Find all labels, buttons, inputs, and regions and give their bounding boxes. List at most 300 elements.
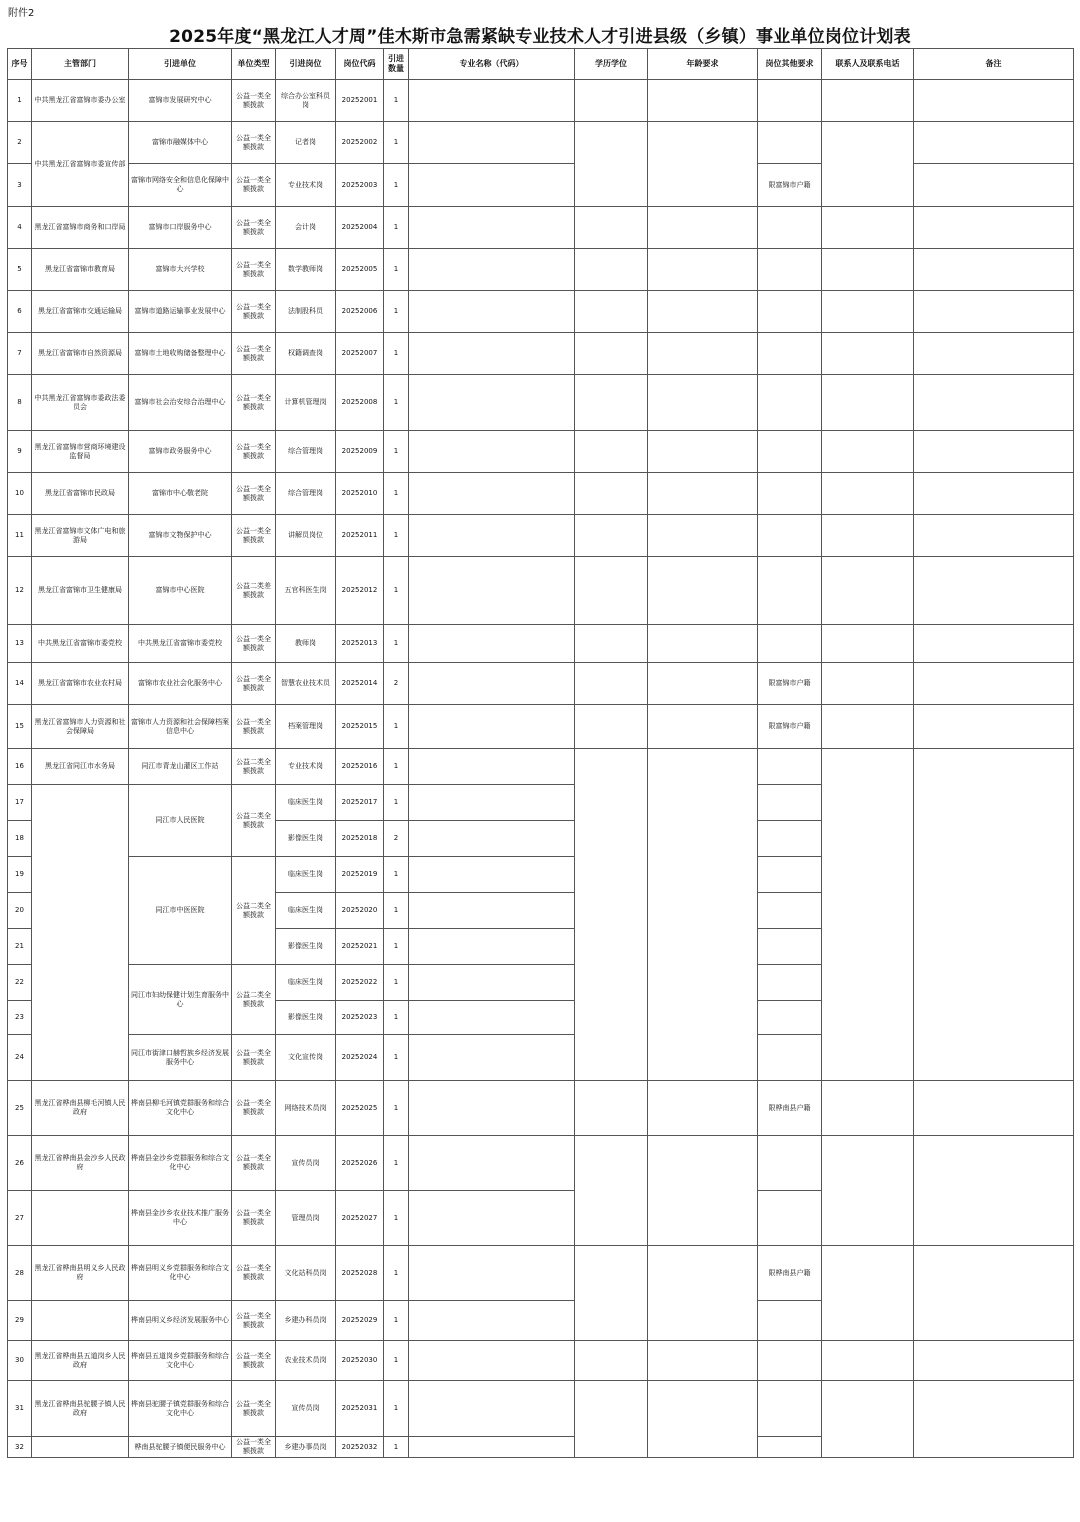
edu-cell bbox=[575, 473, 648, 515]
other-cell bbox=[758, 1341, 822, 1381]
dept-cell: 黑龙江省富锦市教育局 bbox=[32, 249, 129, 291]
dept-cell: 黑龙江省桦南县明义乡人民政府 bbox=[32, 1246, 129, 1301]
age-cell bbox=[648, 80, 758, 122]
table-row bbox=[8, 1341, 1074, 1381]
code-cell: 20252020 bbox=[336, 893, 384, 929]
dept-cell: 黑龙江省富锦市自然资源局 bbox=[32, 333, 129, 375]
post-cell: 文化站科员岗 bbox=[276, 1246, 336, 1301]
unit-cell: 富锦市发展研究中心 bbox=[129, 80, 232, 122]
num-cell: 1 bbox=[384, 207, 409, 249]
major-cell bbox=[409, 80, 575, 122]
edu-cell bbox=[575, 431, 648, 473]
code-cell: 20252027 bbox=[336, 1191, 384, 1246]
major-cell bbox=[409, 1246, 575, 1301]
major-cell bbox=[409, 164, 575, 207]
note-cell bbox=[914, 1081, 1074, 1136]
age-cell bbox=[648, 625, 758, 663]
dept-cell: 黑龙江省富锦市营商环境建设监督局 bbox=[32, 431, 129, 473]
edu-cell bbox=[575, 249, 648, 291]
major-cell bbox=[409, 1001, 575, 1035]
edu-cell bbox=[575, 1136, 648, 1246]
contact-cell bbox=[822, 333, 914, 375]
contact-cell bbox=[822, 625, 914, 663]
note-cell bbox=[914, 291, 1074, 333]
other-cell bbox=[758, 857, 822, 893]
post-cell: 综合管理岗 bbox=[276, 431, 336, 473]
type-cell: 公益一类全额拨款 bbox=[232, 1136, 276, 1191]
note-cell bbox=[914, 705, 1074, 749]
no-cell: 23 bbox=[8, 1001, 32, 1035]
other-cell bbox=[758, 1301, 822, 1341]
num-cell: 1 bbox=[384, 705, 409, 749]
edu-cell bbox=[575, 749, 648, 1081]
dept-cell bbox=[32, 785, 129, 1081]
unit-cell: 桦南县金沙乡党群服务和综合文化中心 bbox=[129, 1136, 232, 1191]
num-cell: 1 bbox=[384, 1081, 409, 1136]
dept-cell: 中共黑龙江省富锦市委政法委员会 bbox=[32, 375, 129, 431]
code-cell: 20252003 bbox=[336, 164, 384, 207]
header-cell: 年龄要求 bbox=[648, 49, 758, 80]
other-cell bbox=[758, 1035, 822, 1081]
other-cell bbox=[758, 1136, 822, 1191]
header-cell: 联系人及联系电话 bbox=[822, 49, 914, 80]
header-cell: 序号 bbox=[8, 49, 32, 80]
contact-cell bbox=[822, 663, 914, 705]
no-cell: 30 bbox=[8, 1341, 32, 1381]
post-cell: 会计岗 bbox=[276, 207, 336, 249]
major-cell bbox=[409, 249, 575, 291]
attachment-label: 附件2 bbox=[8, 8, 35, 19]
post-cell: 临床医生岗 bbox=[276, 857, 336, 893]
major-cell bbox=[409, 1191, 575, 1246]
dept-cell: 黑龙江省桦南县金沙乡人民政府 bbox=[32, 1136, 129, 1191]
unit-cell: 富锦市中心敬老院 bbox=[129, 473, 232, 515]
no-cell: 7 bbox=[8, 333, 32, 375]
unit-cell: 富锦市文物保护中心 bbox=[129, 515, 232, 557]
major-cell bbox=[409, 1381, 575, 1437]
num-cell: 2 bbox=[384, 821, 409, 857]
code-cell: 20252023 bbox=[336, 1001, 384, 1035]
no-cell: 16 bbox=[8, 749, 32, 785]
other-cell: 限富锦市户籍 bbox=[758, 705, 822, 749]
dept-cell: 黑龙江省富锦市商务和口岸局 bbox=[32, 207, 129, 249]
contact-cell bbox=[822, 1081, 914, 1136]
num-cell: 1 bbox=[384, 1191, 409, 1246]
age-cell bbox=[648, 1136, 758, 1246]
no-cell: 17 bbox=[8, 785, 32, 821]
code-cell: 20252007 bbox=[336, 333, 384, 375]
code-cell: 20252026 bbox=[336, 1136, 384, 1191]
unit-cell: 富锦市道路运输事业发展中心 bbox=[129, 291, 232, 333]
code-cell: 20252021 bbox=[336, 929, 384, 965]
age-cell bbox=[648, 1381, 758, 1458]
num-cell: 1 bbox=[384, 80, 409, 122]
table-header-row bbox=[8, 49, 1074, 80]
unit-cell: 中共黑龙江省富锦市委党校 bbox=[129, 625, 232, 663]
no-cell: 3 bbox=[8, 164, 32, 207]
type-cell: 公益一类全额拨款 bbox=[232, 1301, 276, 1341]
post-cell: 档案管理岗 bbox=[276, 705, 336, 749]
post-cell: 乡建办事员岗 bbox=[276, 1437, 336, 1458]
code-cell: 20252006 bbox=[336, 291, 384, 333]
post-cell: 教师岗 bbox=[276, 625, 336, 663]
contact-cell bbox=[822, 291, 914, 333]
type-cell: 公益二类全额拨款 bbox=[232, 857, 276, 965]
other-cell bbox=[758, 80, 822, 122]
major-cell bbox=[409, 375, 575, 431]
num-cell: 1 bbox=[384, 785, 409, 821]
dept-cell: 中共黑龙江省富锦市委办公室 bbox=[32, 80, 129, 122]
major-cell bbox=[409, 893, 575, 929]
post-cell: 影像医生岗 bbox=[276, 929, 336, 965]
num-cell: 1 bbox=[384, 1001, 409, 1035]
edu-cell bbox=[575, 1341, 648, 1381]
type-cell: 公益一类全额拨款 bbox=[232, 431, 276, 473]
table-row bbox=[8, 431, 1074, 473]
edu-cell bbox=[575, 333, 648, 375]
note-cell bbox=[914, 749, 1074, 1081]
no-cell: 18 bbox=[8, 821, 32, 857]
code-cell: 20252022 bbox=[336, 965, 384, 1001]
unit-cell: 富锦市网络安全和信息化保障中心 bbox=[129, 164, 232, 207]
num-cell: 1 bbox=[384, 1136, 409, 1191]
type-cell: 公益一类全额拨款 bbox=[232, 1035, 276, 1081]
unit-cell: 同江市人民医院 bbox=[129, 785, 232, 857]
age-cell bbox=[648, 557, 758, 625]
table-row bbox=[8, 291, 1074, 333]
code-cell: 20252001 bbox=[336, 80, 384, 122]
type-cell: 公益一类全额拨款 bbox=[232, 625, 276, 663]
post-cell: 管理员岗 bbox=[276, 1191, 336, 1246]
type-cell: 公益一类全额拨款 bbox=[232, 1246, 276, 1301]
unit-cell: 桦南县明义乡经济发展服务中心 bbox=[129, 1301, 232, 1341]
no-cell: 28 bbox=[8, 1246, 32, 1301]
code-cell: 20252004 bbox=[336, 207, 384, 249]
no-cell: 31 bbox=[8, 1381, 32, 1437]
header-cell: 学历学位 bbox=[575, 49, 648, 80]
type-cell: 公益一类全额拨款 bbox=[232, 663, 276, 705]
num-cell: 1 bbox=[384, 375, 409, 431]
contact-cell bbox=[822, 1341, 914, 1381]
major-cell bbox=[409, 821, 575, 857]
no-cell: 9 bbox=[8, 431, 32, 473]
type-cell: 公益一类全额拨款 bbox=[232, 122, 276, 164]
code-cell: 20252030 bbox=[336, 1341, 384, 1381]
post-cell: 综合办公室科员岗 bbox=[276, 80, 336, 122]
type-cell: 公益一类全额拨款 bbox=[232, 515, 276, 557]
age-cell bbox=[648, 431, 758, 473]
contact-cell bbox=[822, 122, 914, 207]
contact-cell bbox=[822, 557, 914, 625]
unit-cell: 富锦市大兴学校 bbox=[129, 249, 232, 291]
age-cell bbox=[648, 515, 758, 557]
table-row bbox=[8, 557, 1074, 625]
no-cell: 15 bbox=[8, 705, 32, 749]
post-cell: 计算机管理岗 bbox=[276, 375, 336, 431]
unit-cell: 桦南县五道岗乡党群服务和综合文化中心 bbox=[129, 1341, 232, 1381]
other-cell bbox=[758, 1001, 822, 1035]
code-cell: 20252015 bbox=[336, 705, 384, 749]
unit-cell: 富锦市政务服务中心 bbox=[129, 431, 232, 473]
contact-cell bbox=[822, 515, 914, 557]
contact-cell bbox=[822, 1381, 914, 1458]
no-cell: 19 bbox=[8, 857, 32, 893]
post-cell: 权籍调查岗 bbox=[276, 333, 336, 375]
age-cell bbox=[648, 1081, 758, 1136]
type-cell: 公益一类全额拨款 bbox=[232, 249, 276, 291]
other-cell bbox=[758, 291, 822, 333]
other-cell: 限富锦市户籍 bbox=[758, 663, 822, 705]
major-cell bbox=[409, 557, 575, 625]
code-cell: 20252009 bbox=[336, 431, 384, 473]
post-cell: 影像医生岗 bbox=[276, 821, 336, 857]
other-cell bbox=[758, 1381, 822, 1437]
no-cell: 1 bbox=[8, 80, 32, 122]
code-cell: 20252010 bbox=[336, 473, 384, 515]
dept-cell: 中共黑龙江省富锦市委宣传部 bbox=[32, 122, 129, 207]
type-cell: 公益一类全额拨款 bbox=[232, 1341, 276, 1381]
age-cell bbox=[648, 1341, 758, 1381]
code-cell: 20252013 bbox=[336, 625, 384, 663]
unit-cell: 富锦市土地收购储备整理中心 bbox=[129, 333, 232, 375]
num-cell: 1 bbox=[384, 1301, 409, 1341]
no-cell: 25 bbox=[8, 1081, 32, 1136]
dept-cell bbox=[32, 1301, 129, 1341]
num-cell: 1 bbox=[384, 431, 409, 473]
code-cell: 20252012 bbox=[336, 557, 384, 625]
note-cell bbox=[914, 249, 1074, 291]
dept-cell: 黑龙江省桦南县柳毛河镇人民政府 bbox=[32, 1081, 129, 1136]
unit-cell: 桦南县柳毛河镇党群服务和综合文化中心 bbox=[129, 1081, 232, 1136]
post-cell: 乡建办科员岗 bbox=[276, 1301, 336, 1341]
major-cell bbox=[409, 1301, 575, 1341]
age-cell bbox=[648, 375, 758, 431]
unit-cell: 同江市青龙山灌区工作站 bbox=[129, 749, 232, 785]
note-cell bbox=[914, 1341, 1074, 1381]
unit-cell: 富锦市中心医院 bbox=[129, 557, 232, 625]
num-cell: 1 bbox=[384, 1035, 409, 1081]
no-cell: 10 bbox=[8, 473, 32, 515]
no-cell: 6 bbox=[8, 291, 32, 333]
unit-cell: 桦南县驼腰子镇党群服务和综合文化中心 bbox=[129, 1381, 232, 1437]
other-cell bbox=[758, 375, 822, 431]
note-cell bbox=[914, 207, 1074, 249]
dept-cell: 黑龙江省富锦市民政局 bbox=[32, 473, 129, 515]
note-cell bbox=[914, 431, 1074, 473]
num-cell: 1 bbox=[384, 333, 409, 375]
num-cell: 1 bbox=[384, 1246, 409, 1301]
no-cell: 21 bbox=[8, 929, 32, 965]
dept-cell: 黑龙江省富锦市文体广电和旅游局 bbox=[32, 515, 129, 557]
table-row bbox=[8, 625, 1074, 663]
post-cell: 影像医生岗 bbox=[276, 1001, 336, 1035]
type-cell: 公益二类差额拨款 bbox=[232, 557, 276, 625]
post-cell: 专业技术岗 bbox=[276, 164, 336, 207]
unit-cell: 同江市街津口赫哲族乡经济发展服务中心 bbox=[129, 1035, 232, 1081]
edu-cell bbox=[575, 625, 648, 663]
other-cell: 限富锦市户籍 bbox=[758, 164, 822, 207]
num-cell: 1 bbox=[384, 249, 409, 291]
unit-cell: 桦南县金沙乡农业技术推广服务中心 bbox=[129, 1191, 232, 1246]
note-cell bbox=[914, 80, 1074, 122]
other-cell: 限桦南县户籍 bbox=[758, 1246, 822, 1301]
other-cell bbox=[758, 473, 822, 515]
table-row bbox=[8, 249, 1074, 291]
edu-cell bbox=[575, 291, 648, 333]
post-cell: 记者岗 bbox=[276, 122, 336, 164]
post-cell: 宣传员岗 bbox=[276, 1381, 336, 1437]
age-cell bbox=[648, 207, 758, 249]
post-cell: 农业技术员岗 bbox=[276, 1341, 336, 1381]
major-cell bbox=[409, 333, 575, 375]
note-cell bbox=[914, 333, 1074, 375]
num-cell: 1 bbox=[384, 291, 409, 333]
note-cell bbox=[914, 375, 1074, 431]
code-cell: 20252018 bbox=[336, 821, 384, 857]
no-cell: 22 bbox=[8, 965, 32, 1001]
code-cell: 20252032 bbox=[336, 1437, 384, 1458]
num-cell: 1 bbox=[384, 929, 409, 965]
type-cell: 公益二类全额拨款 bbox=[232, 965, 276, 1035]
edu-cell bbox=[575, 663, 648, 705]
age-cell bbox=[648, 122, 758, 207]
table-row bbox=[8, 663, 1074, 705]
unit-cell: 富锦市社会治安综合治理中心 bbox=[129, 375, 232, 431]
num-cell: 1 bbox=[384, 749, 409, 785]
header-cell: 单位类型 bbox=[232, 49, 276, 80]
post-cell: 临床医生岗 bbox=[276, 893, 336, 929]
major-cell bbox=[409, 473, 575, 515]
contact-cell bbox=[822, 1136, 914, 1246]
unit-cell: 同江市中医医院 bbox=[129, 857, 232, 965]
code-cell: 20252002 bbox=[336, 122, 384, 164]
note-cell bbox=[914, 663, 1074, 705]
other-cell bbox=[758, 431, 822, 473]
note-cell bbox=[914, 515, 1074, 557]
post-cell: 法制股科员 bbox=[276, 291, 336, 333]
unit-cell: 桦南县明义乡党群服务和综合文化中心 bbox=[129, 1246, 232, 1301]
no-cell: 2 bbox=[8, 122, 32, 164]
edu-cell bbox=[575, 557, 648, 625]
contact-cell bbox=[822, 375, 914, 431]
major-cell bbox=[409, 705, 575, 749]
age-cell bbox=[648, 705, 758, 749]
major-cell bbox=[409, 515, 575, 557]
dept-cell: 黑龙江省富锦市人力资源和社会保障局 bbox=[32, 705, 129, 749]
edu-cell bbox=[575, 80, 648, 122]
code-cell: 20252019 bbox=[336, 857, 384, 893]
other-cell: 限桦南县户籍 bbox=[758, 1081, 822, 1136]
unit-cell: 富锦市融媒体中心 bbox=[129, 122, 232, 164]
major-cell bbox=[409, 965, 575, 1001]
major-cell bbox=[409, 291, 575, 333]
num-cell: 1 bbox=[384, 122, 409, 164]
table-row bbox=[8, 375, 1074, 431]
code-cell: 20252014 bbox=[336, 663, 384, 705]
type-cell: 公益一类全额拨款 bbox=[232, 164, 276, 207]
type-cell: 公益一类全额拨款 bbox=[232, 1381, 276, 1437]
no-cell: 14 bbox=[8, 663, 32, 705]
age-cell bbox=[648, 249, 758, 291]
major-cell bbox=[409, 431, 575, 473]
num-cell: 1 bbox=[384, 473, 409, 515]
contact-cell bbox=[822, 80, 914, 122]
post-cell: 专业技术岗 bbox=[276, 749, 336, 785]
type-cell: 公益一类全额拨款 bbox=[232, 291, 276, 333]
code-cell: 20252024 bbox=[336, 1035, 384, 1081]
major-cell bbox=[409, 749, 575, 785]
num-cell: 1 bbox=[384, 164, 409, 207]
table-row bbox=[8, 749, 1074, 785]
no-cell: 11 bbox=[8, 515, 32, 557]
contact-cell bbox=[822, 1246, 914, 1341]
header-cell: 引进数量 bbox=[384, 49, 409, 80]
type-cell: 公益一类全额拨款 bbox=[232, 375, 276, 431]
note-cell bbox=[914, 1246, 1074, 1341]
dept-cell: 黑龙江省同江市水务局 bbox=[32, 749, 129, 785]
num-cell: 2 bbox=[384, 663, 409, 705]
post-cell: 宣传员岗 bbox=[276, 1136, 336, 1191]
edu-cell bbox=[575, 375, 648, 431]
contact-cell bbox=[822, 249, 914, 291]
contact-cell bbox=[822, 749, 914, 1081]
num-cell: 1 bbox=[384, 965, 409, 1001]
table-row bbox=[8, 207, 1074, 249]
note-cell bbox=[914, 625, 1074, 663]
header-cell: 备注 bbox=[914, 49, 1074, 80]
post-cell: 智慧农业技术员 bbox=[276, 663, 336, 705]
no-cell: 32 bbox=[8, 1437, 32, 1458]
no-cell: 4 bbox=[8, 207, 32, 249]
age-cell bbox=[648, 663, 758, 705]
type-cell: 公益一类全额拨款 bbox=[232, 207, 276, 249]
header-cell: 主管部门 bbox=[32, 49, 129, 80]
contact-cell bbox=[822, 431, 914, 473]
code-cell: 20252031 bbox=[336, 1381, 384, 1437]
type-cell: 公益一类全额拨款 bbox=[232, 333, 276, 375]
other-cell bbox=[758, 122, 822, 164]
other-cell bbox=[758, 785, 822, 821]
other-cell bbox=[758, 965, 822, 1001]
type-cell: 公益二类全额拨款 bbox=[232, 785, 276, 857]
note-cell bbox=[914, 164, 1074, 207]
edu-cell bbox=[575, 207, 648, 249]
table-row bbox=[8, 473, 1074, 515]
age-cell bbox=[648, 291, 758, 333]
major-cell bbox=[409, 207, 575, 249]
dept-cell: 黑龙江省桦南县驼腰子镇人民政府 bbox=[32, 1381, 129, 1437]
edu-cell bbox=[575, 1081, 648, 1136]
num-cell: 1 bbox=[384, 1381, 409, 1437]
other-cell bbox=[758, 557, 822, 625]
no-cell: 13 bbox=[8, 625, 32, 663]
dept-cell bbox=[32, 1437, 129, 1458]
type-cell: 公益一类全额拨款 bbox=[232, 1081, 276, 1136]
header-cell: 专业名称（代码） bbox=[409, 49, 575, 80]
num-cell: 1 bbox=[384, 625, 409, 663]
position-plan-table bbox=[7, 48, 1074, 1458]
dept-cell: 黑龙江省富锦市农业农村局 bbox=[32, 663, 129, 705]
edu-cell bbox=[575, 705, 648, 749]
dept-cell: 中共黑龙江省富锦市委党校 bbox=[32, 625, 129, 663]
table-row bbox=[8, 1381, 1074, 1437]
other-cell bbox=[758, 1191, 822, 1246]
major-cell bbox=[409, 663, 575, 705]
major-cell bbox=[409, 929, 575, 965]
code-cell: 20252008 bbox=[336, 375, 384, 431]
major-cell bbox=[409, 1136, 575, 1191]
code-cell: 20252016 bbox=[336, 749, 384, 785]
